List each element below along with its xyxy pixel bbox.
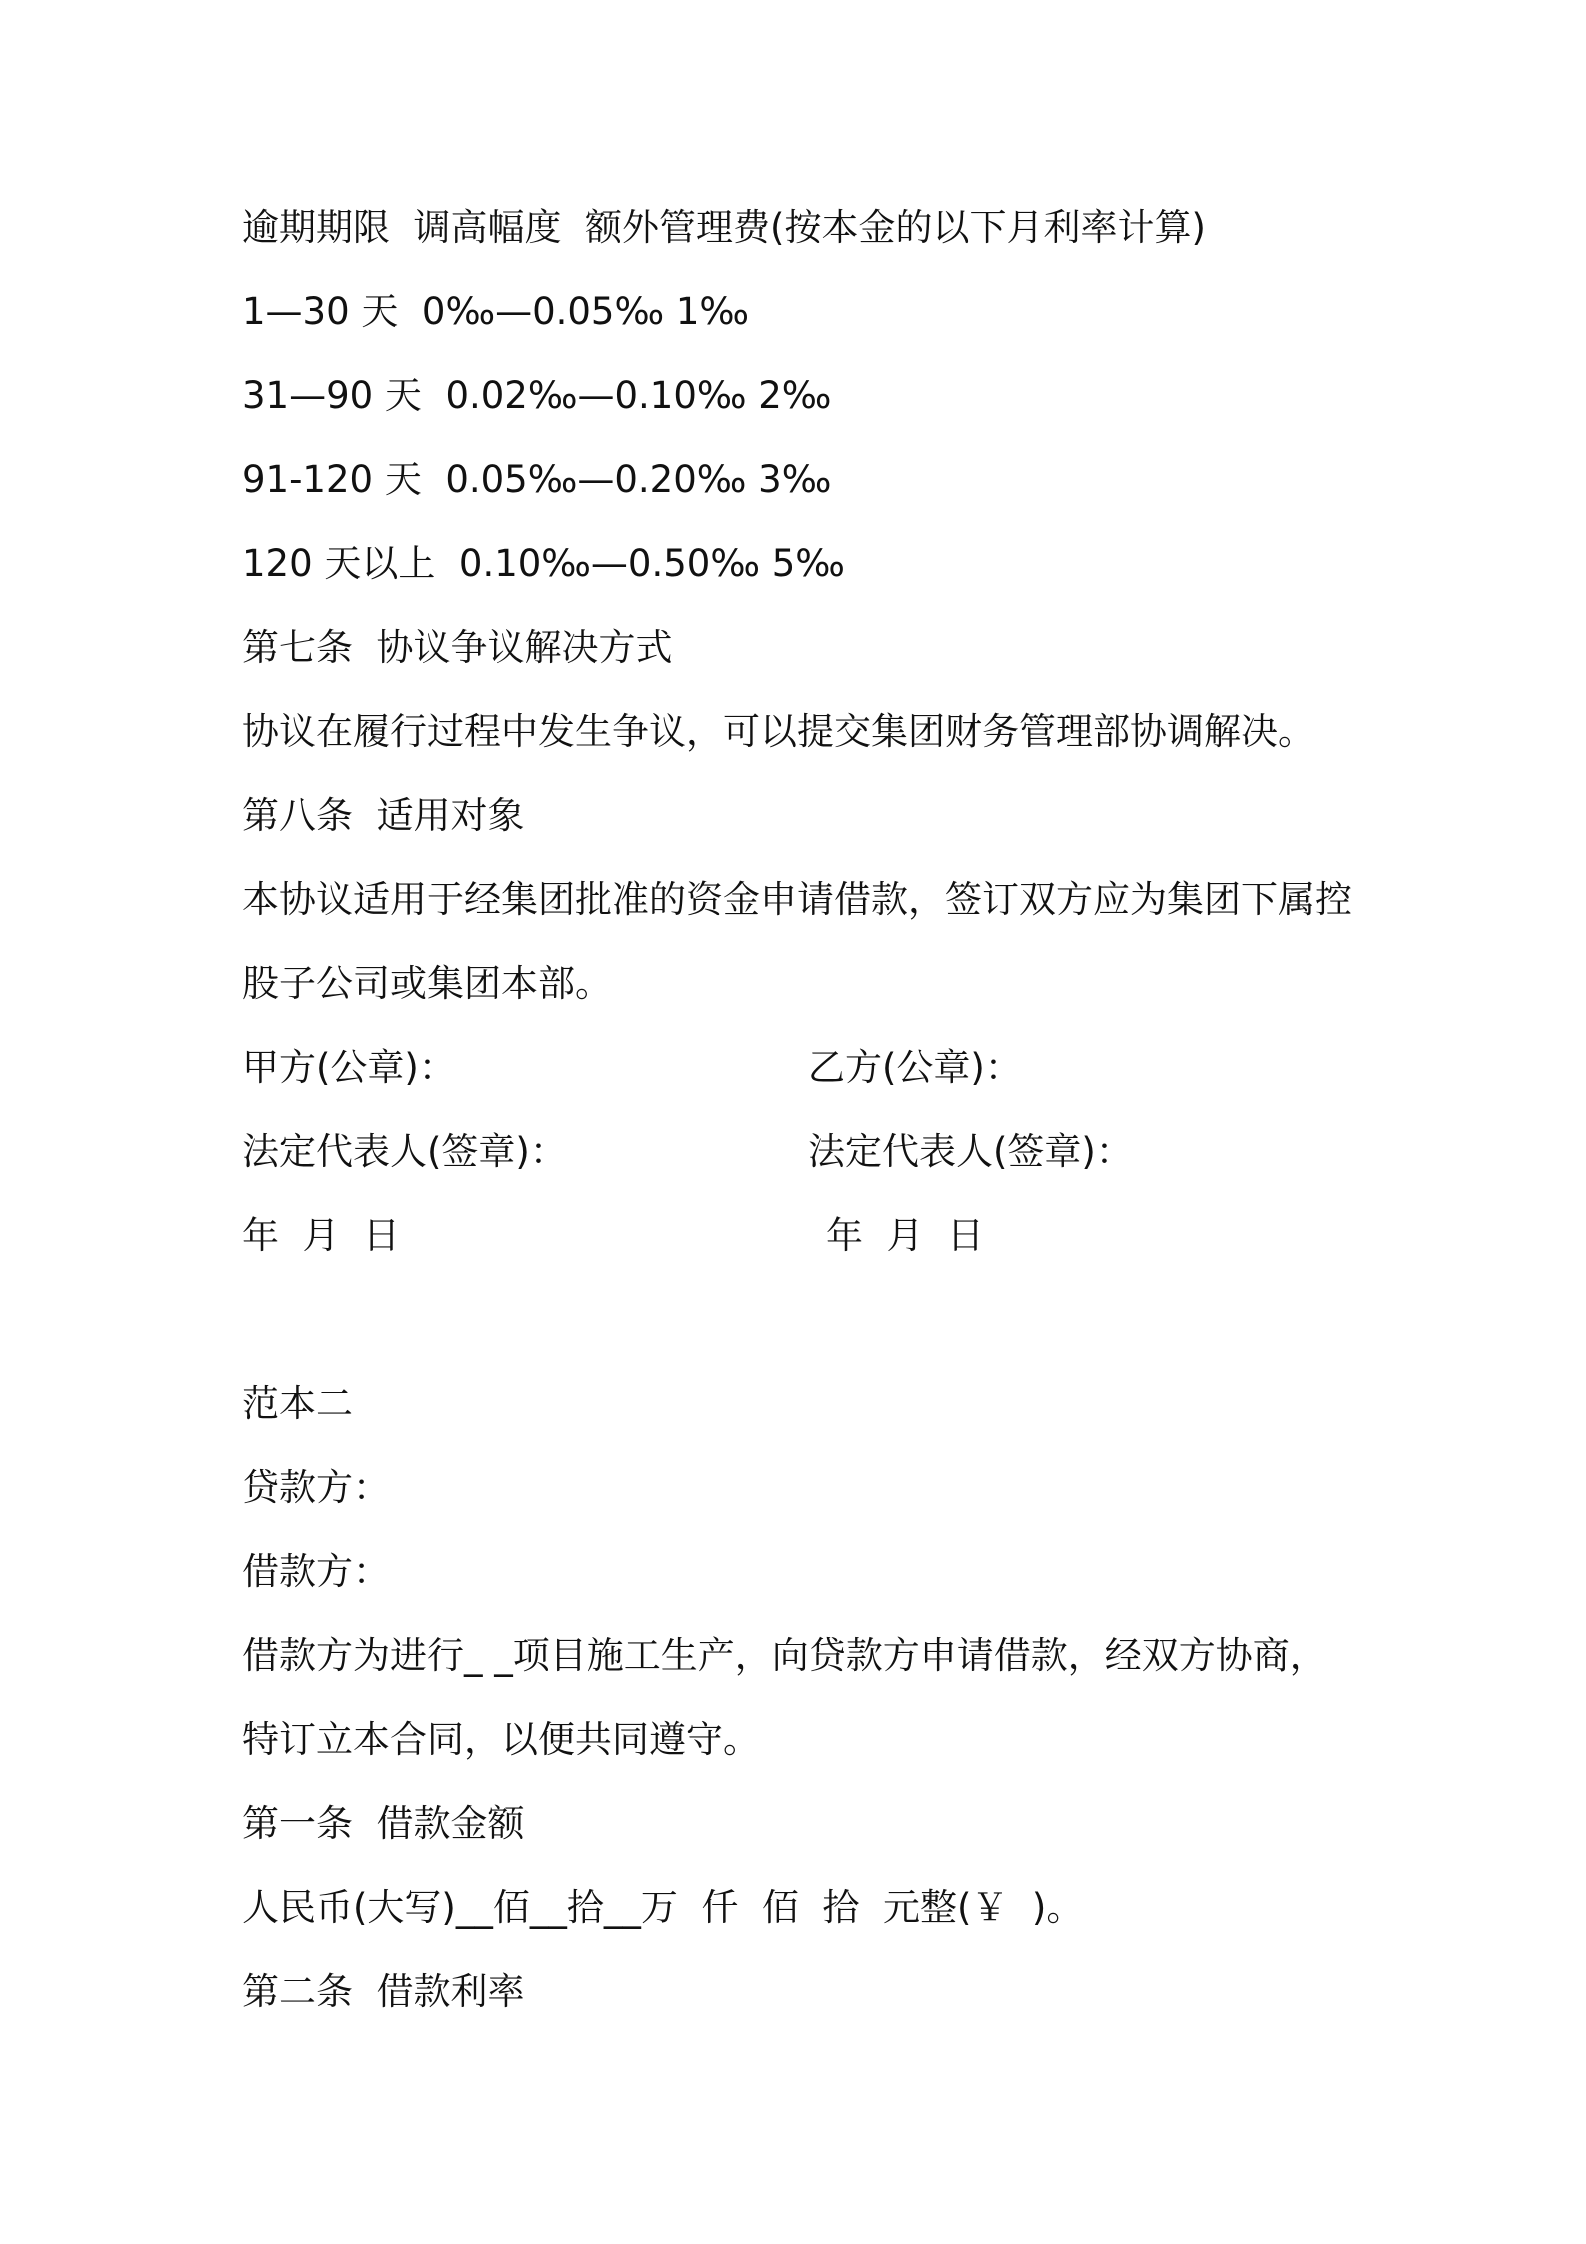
- party-a-date: 年 月 日: [242, 1214, 401, 1257]
- party-a-representative: 法定代表人(签章)：: [242, 1130, 567, 1173]
- intro-line-2: 特订立本合同，以便共同遵守。: [242, 1718, 760, 1761]
- article-8-body-line-1: 本协议适用于经集团批准的资金申请借款，签订双方应为集团下属控: [242, 878, 1352, 921]
- article-8-body-line-2: 股子公司或集团本部。: [242, 962, 612, 1005]
- article-2-title: 第二条 借款利率: [242, 1970, 525, 2013]
- article-7-title: 第七条 协议争议解决方式: [242, 626, 673, 669]
- party-b-seal: 乙方(公章)：: [808, 1046, 1022, 1089]
- template-2-title: 范本二: [242, 1382, 353, 1425]
- article-1-body: 人民币(大写)__佰__拾__万 仟 佰 拾 元整(￥ )。: [242, 1886, 1084, 1929]
- overdue-table-header: 逾期期限 调高幅度 额外管理费(按本金的以下月利率计算): [242, 206, 1206, 249]
- party-b-date: 年 月 日: [826, 1214, 985, 1257]
- overdue-row-4: 120 天以上 0.10‰—0.50‰ 5‰: [242, 542, 845, 585]
- overdue-row-3: 91-120 天 0.05‰—0.20‰ 3‰: [242, 458, 832, 501]
- intro-line-1: 借款方为进行_ _项目施工生产，向贷款方申请借款，经双方协商，: [242, 1634, 1327, 1677]
- party-a-seal: 甲方(公章)：: [242, 1046, 456, 1089]
- overdue-row-2: 31—90 天 0.02‰—0.10‰ 2‰: [242, 374, 832, 417]
- lender-field: 贷款方：: [242, 1466, 390, 1509]
- article-8-title: 第八条 适用对象: [242, 794, 525, 837]
- borrower-field: 借款方：: [242, 1550, 390, 1593]
- overdue-row-1: 1—30 天 0‰—0.05‰ 1‰: [242, 290, 750, 333]
- article-1-title: 第一条 借款金额: [242, 1802, 525, 1845]
- party-b-representative: 法定代表人(签章)：: [808, 1130, 1133, 1173]
- article-7-body: 协议在履行过程中发生争议，可以提交集团财务管理部协调解决。: [242, 710, 1315, 753]
